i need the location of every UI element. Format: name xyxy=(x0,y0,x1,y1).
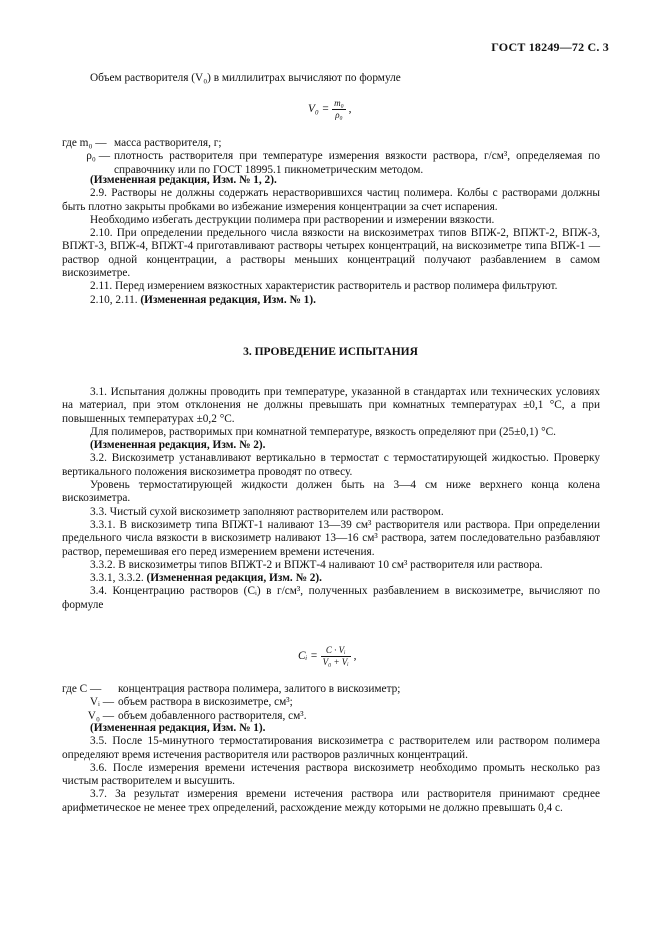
paragraph-3-2b: Уровень термостатирующей жидкости должен быть на 3—4 см ниже верхнего конца колена вискозиметра. xyxy=(62,479,600,505)
paragraph-3-1: 3.1. Испытания должны проводить при температуре, указанной в стандартах или технических условиях на материал, при этом отклонения не должны превышать при комнатных температурах ±0,1 °С, а при повышенных температурах ±0,2 °С. xyxy=(62,386,600,425)
formula-lhs: V₀ = xyxy=(308,103,330,116)
paragraph-3-5: 3.5. После 15-минутного термостатирования вискозиметра с растворителем или раствором полимера определяют время истечения растворителя или растворов различных концентраций. xyxy=(62,735,600,761)
paragraph-2-10-2-11: 2.10, 2.11. (Измененная редакция, Изм. № 1). xyxy=(90,293,316,306)
intro-paragraph: Объем растворителя (V₀) в миллилитрах вычисляют по формуле xyxy=(90,72,401,84)
definition-row: где C — концентрация раствора полимера, залитого в вискозиметр; xyxy=(62,683,401,695)
body-block-3 xyxy=(62,722,600,815)
formula-numerator: m₀ xyxy=(334,98,344,108)
section-title: 3. ПРОВЕДЕНИЕ ИСПЫТАНИЯ xyxy=(243,346,418,358)
revision-note: (Измененная редакция, Изм. № 2). xyxy=(90,439,266,452)
page-header: ГОСТ 18249—72 С. 3 xyxy=(491,40,609,54)
paragraph-3-4: 3.4. Концентрацию растворов (Cᵢ) в г/см³, полученных разбавлением в вискозиметре, вычисляют по формуле xyxy=(62,585,600,611)
formula-fraction xyxy=(321,645,351,668)
formula-v0: V₀ = $\frac{\text{m₀}}{\text{ρ₀}}$ , xyxy=(308,98,352,120)
body-block-1 xyxy=(62,174,600,307)
formula-ci: Cᵢ = $\frac{\text{C · Vᵢ}}{\text{V₀ + Vᵢ}}$ , xyxy=(298,645,357,667)
paragraph-3-6: 3.6. После измерения времени истечения раствора вискозиметр необходимо промыть несколько раз чистым растворителем и высушить. xyxy=(62,761,600,788)
formula-denominator: ρ₀ xyxy=(335,110,343,120)
formula-lhs: Cᵢ = xyxy=(298,650,318,663)
paragraph-3-3: 3.3. Чистый сухой вискозиметр заполняют растворителем или раствором. xyxy=(90,505,444,518)
paragraph-3-2: 3.2. Вискозиметр устанавливают вертикально в термостат с термостатирующей жидкостью. Проверку вертикального положения вискозиметра проводят по отвесу. xyxy=(62,452,600,478)
definition-row: V₀ — объем добавленного растворителя, см³. xyxy=(87,709,307,722)
definition-row: Vᵢ — объем раствора в вискозиметре, см³; xyxy=(89,696,293,709)
paragraph-2-10: 2.10. При определении предельного числа вязкости на вискозиметрах типов ВПЖ-2, ВПЖТ-2, ВПЖ-3, ВПЖТ-3, ВПЖ-4, ВПЖТ-4 приготавливают растворы четырех концентраций, на вискозиметре типа ВПЖ-1 — раствор одной концентрации, а растворы меньших концентраций получают разбавлением в самом вискозиметре. xyxy=(62,227,600,280)
definitions-2 xyxy=(62,683,600,723)
formula-denominator: V₀ + Vᵢ xyxy=(322,657,349,667)
definition-row: ρ₀ — плотность растворителя при температуре измерения вязкости раствора, г/см³, определяемая по справочнику или по ГОСТ 18995.1 пикнометрическим методом. xyxy=(86,150,600,176)
paragraph-3-3-1-3-3-2: 3.3.1, 3.3.2. (Измененная редакция, Изм. № 2). xyxy=(90,572,322,585)
paragraph-3-3-2: 3.3.2. В вискозиметры типов ВПЖТ-2 и ВПЖТ-4 наливают 10 см³ растворителя или раствора. xyxy=(90,558,543,571)
formula-numerator: C · Vᵢ xyxy=(321,645,351,657)
revision-note: (Измененная редакция, Изм. № 1). xyxy=(90,722,266,734)
paragraph-3-3-1: 3.3.1. В вискозиметр типа ВПЖТ-1 наливают 13—39 см³ растворителя или раствора. При определении предельного числа вязкости в вискозиметр наливают 13—16 см³ раствора, затем последовательно разбавляют раствор, перемешивая его перед измерением времени истечения. xyxy=(62,518,600,558)
paragraph-3-7: 3.7. За результат измерения времени истечения раствора или растворителя принимают среднее арифметическое не менее трех определений, расхождение между которыми не должно превышать 0,4 с. xyxy=(62,788,600,814)
paragraph-2-9: 2.9. Растворы не должны содержать нерастворившихся частиц полимера. Колбы с растворами должны быть плотно закрыты пробками во избежание измерения концентрации за счет испарения. xyxy=(62,187,600,213)
paragraph-2-11: 2.11. Перед измерением вязкостных характеристик растворитель и раствор полимера фильтруют. xyxy=(90,280,558,293)
definitions-1 xyxy=(62,137,600,177)
formula-fraction xyxy=(332,98,346,121)
revision-note: (Измененная редакция, Изм. № 1, 2). xyxy=(90,174,277,186)
body-block-2 xyxy=(62,386,600,612)
paragraph-2-9b: Необходимо избегать деструкции полимера при растворении и измерении вязкости. xyxy=(90,213,495,226)
definition-row: где m₀ — масса растворителя, г; xyxy=(62,137,222,149)
paragraph-3-1b: Для полимеров, растворимых при комнатной температуре, вязкость определяют при (25±0,1) °С. xyxy=(90,425,556,438)
